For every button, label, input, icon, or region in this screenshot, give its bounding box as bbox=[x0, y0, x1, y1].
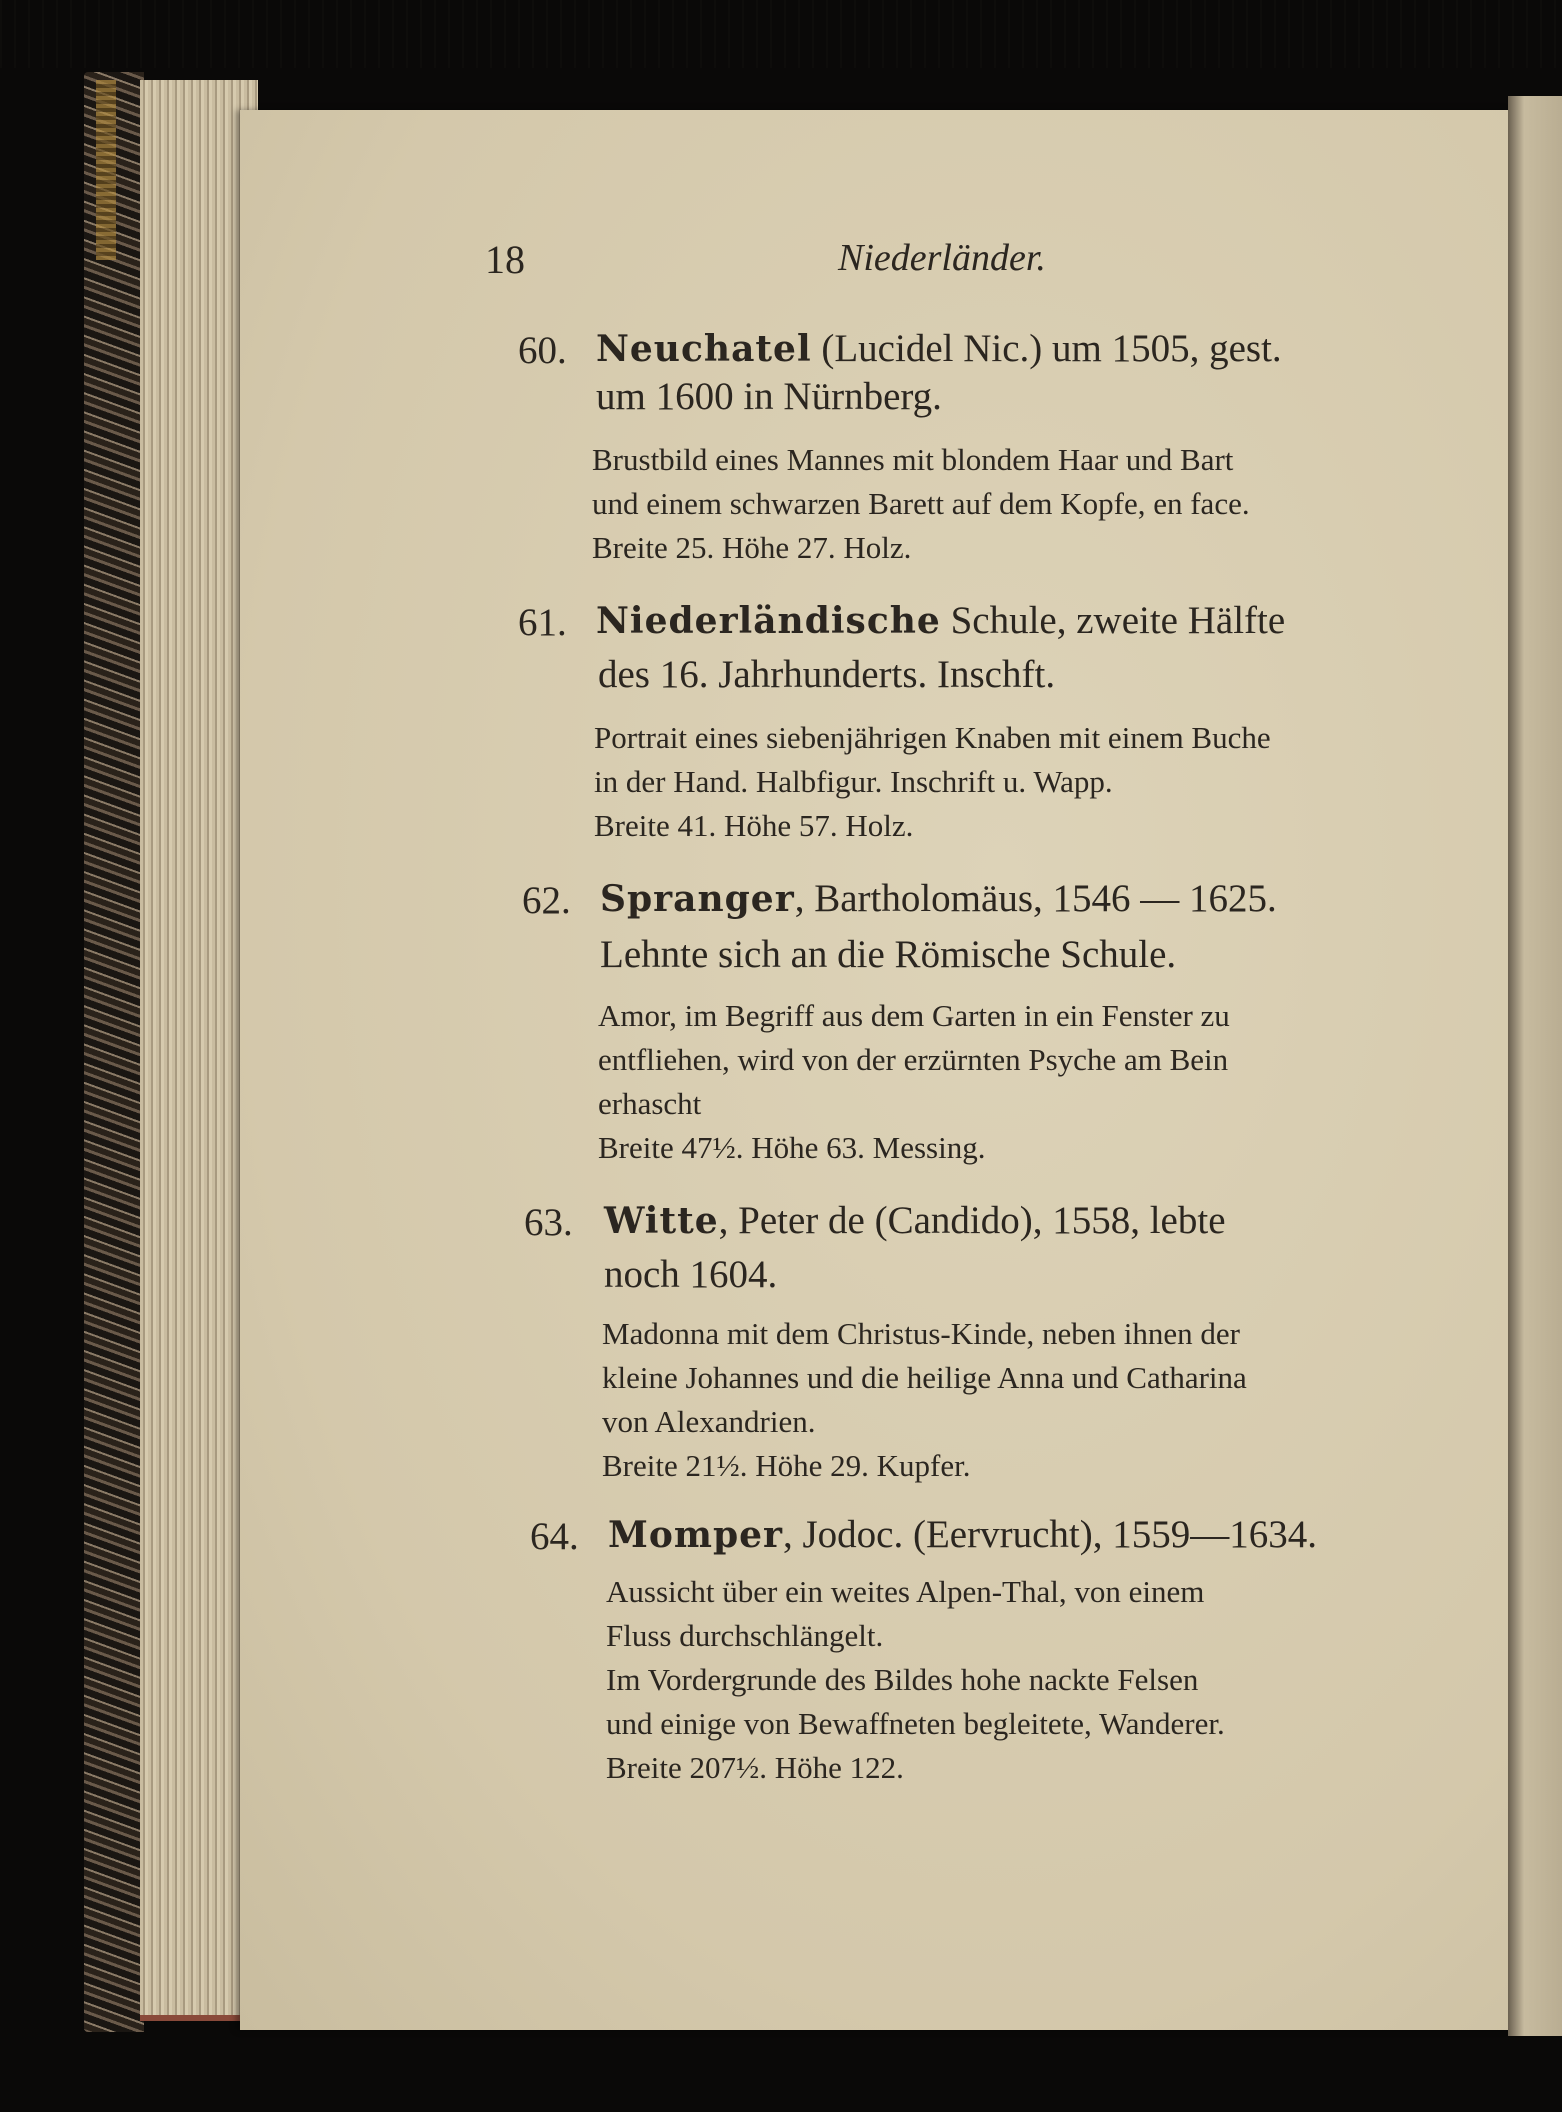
desc-line: von Alexandrien. bbox=[602, 1404, 816, 1439]
entry-description bbox=[592, 438, 1250, 570]
desc-line: Im Vordergrunde des Bildes hohe nackte Felsen bbox=[606, 1662, 1199, 1697]
artist-details: Schule, zweite Hälfte bbox=[940, 599, 1286, 642]
desc-line: und einige von Bewaffneten begleitete, Wanderer. bbox=[606, 1706, 1225, 1741]
artist-details: (Lucidel Nic.) um 1505, gest. bbox=[811, 327, 1282, 370]
artist-name: Witte bbox=[604, 1200, 719, 1242]
entry-description bbox=[598, 994, 1230, 1170]
entry-description bbox=[606, 1570, 1225, 1790]
page-header bbox=[0, 236, 1562, 286]
desc-line: Breite 41. Höhe 57. Holz. bbox=[594, 808, 914, 843]
desc-line: Madonna mit dem Christus-Kinde, neben ihnen der bbox=[602, 1316, 1240, 1351]
running-title: Niederländer. bbox=[838, 237, 1046, 279]
entry-description bbox=[602, 1312, 1247, 1488]
desc-line: kleine Johannes und die heilige Anna und Catharina bbox=[602, 1360, 1247, 1395]
desc-line: Amor, im Begriff aus dem Garten in ein Fenster zu bbox=[598, 998, 1230, 1033]
scan-ruler bbox=[0, 0, 1562, 68]
entry-heading-cont: des 16. Jahrhunderts. Inschft. bbox=[598, 653, 1056, 696]
desc-line: Breite 207½. Höhe 122. bbox=[606, 1750, 904, 1785]
entry-heading bbox=[608, 1512, 1317, 1557]
entry-heading-cont: Lehnte sich an die Römische Schule. bbox=[600, 933, 1177, 976]
entry-number: 63. bbox=[524, 1201, 573, 1244]
artist-name: Neuchatel bbox=[596, 328, 812, 370]
entry-number: 60. bbox=[518, 329, 567, 372]
facing-page-edge bbox=[1508, 96, 1562, 2036]
entry-heading bbox=[596, 326, 1282, 371]
artist-details: , Jodoc. (Eervrucht), 1559—1634. bbox=[783, 1513, 1317, 1556]
desc-line: Breite 47½. Höhe 63. Messing. bbox=[598, 1130, 986, 1165]
artist-name: Momper bbox=[608, 1514, 783, 1556]
desc-line: Breite 25. Höhe 27. Holz. bbox=[592, 530, 912, 565]
marbled-cover bbox=[84, 72, 144, 2032]
desc-line: erhascht bbox=[598, 1086, 702, 1121]
entry-number: 62. bbox=[522, 879, 571, 922]
entry-number: 61. bbox=[518, 601, 567, 644]
entry-heading-cont: um 1600 in Nürnberg. bbox=[596, 375, 942, 418]
entry-description bbox=[594, 716, 1271, 848]
artist-name: Niederländische bbox=[596, 600, 941, 642]
artist-details: , Bartholomäus, 1546 — 1625. bbox=[794, 877, 1277, 920]
entry-heading bbox=[596, 598, 1285, 643]
desc-line: Fluss durchschlängelt. bbox=[606, 1618, 884, 1653]
entry-heading bbox=[604, 1198, 1226, 1243]
entry-heading bbox=[600, 876, 1277, 921]
desc-line: in der Hand. Halbfigur. Inschrift u. Wapp. bbox=[594, 764, 1113, 799]
entry-heading-cont: noch 1604. bbox=[604, 1253, 778, 1296]
desc-line: Portrait eines siebenjährigen Knaben mit einem Buche bbox=[594, 720, 1271, 755]
desc-line: und einem schwarzen Barett auf dem Kopfe, en face. bbox=[592, 486, 1250, 521]
artist-name: Spranger bbox=[600, 878, 795, 920]
desc-line: Breite 21½. Höhe 29. Kupfer. bbox=[602, 1448, 971, 1483]
desc-line: Brustbild eines Mannes mit blondem Haar und Bart bbox=[592, 442, 1234, 477]
cover-spine-edge bbox=[96, 80, 116, 260]
desc-line: Aussicht über ein weites Alpen-Thal, von einem bbox=[606, 1574, 1205, 1609]
page-number: 18 bbox=[485, 237, 525, 282]
desc-line: entfliehen, wird von der erzürnten Psyche am Bein bbox=[598, 1042, 1229, 1077]
artist-details: , Peter de (Candido), 1558, lebte bbox=[718, 1199, 1226, 1242]
entry-number: 64. bbox=[530, 1515, 579, 1558]
